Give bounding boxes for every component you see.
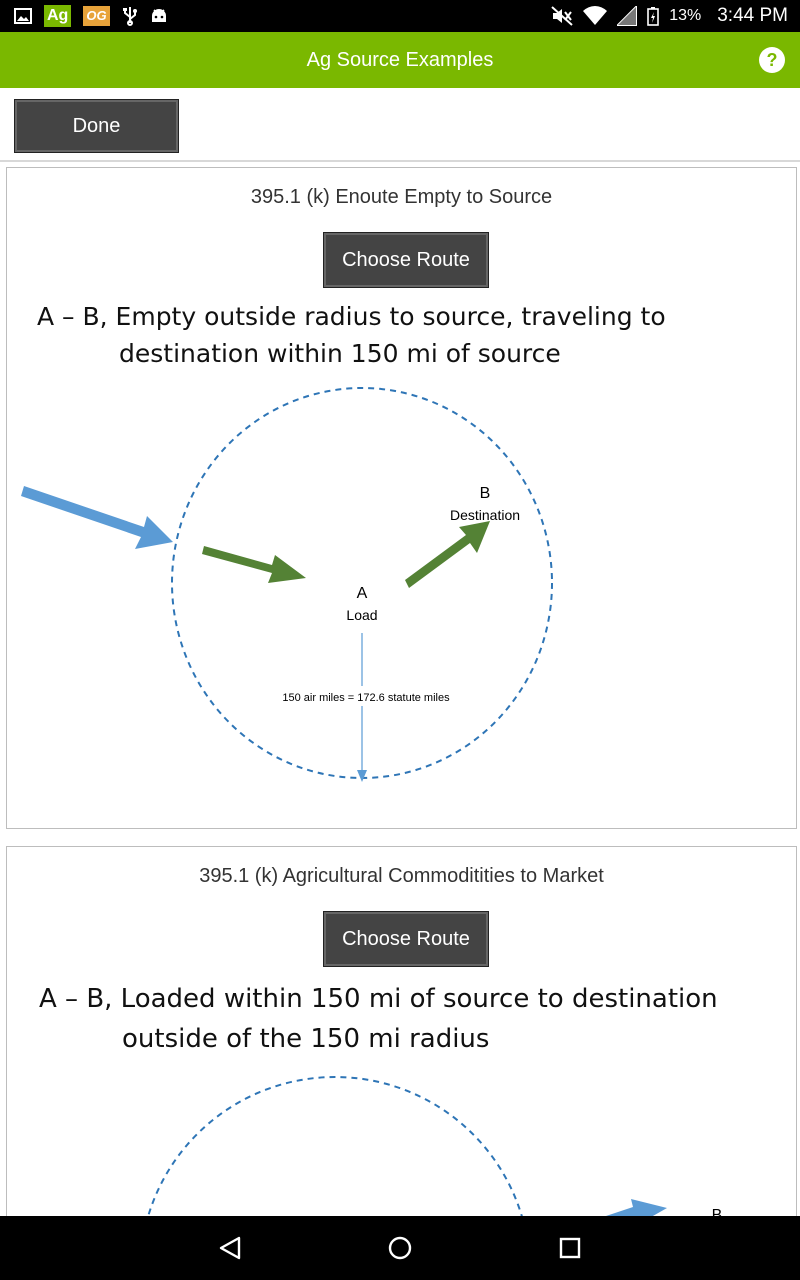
clock: 3:44 PM [717,5,788,26]
choose-route-button[interactable]: Choose Route [323,232,489,288]
back-icon[interactable] [212,1230,248,1266]
battery-percent: 13% [669,7,702,24]
done-button[interactable]: Done [14,99,179,153]
mute-icon [551,6,573,26]
route-diagram [7,378,797,788]
point-a-letter: A [356,585,368,602]
status-right [551,0,788,32]
example-card [6,846,797,1226]
wifi-icon [583,6,607,26]
example-card [6,167,797,829]
ag-app-badge: Ag [44,5,71,27]
point-b-letter: B [479,485,491,502]
page-title: Ag Source Examples [306,49,494,71]
description-line-1: A – B, Empty outside radius to source, traveling to [37,302,666,331]
toolbar [0,88,800,162]
radius-circle [140,1077,530,1226]
radius-label: 150 air miles = 172.6 statute miles [282,692,450,704]
image-icon [14,8,32,24]
green-arrow-to-load [202,546,306,583]
app-bar [0,32,800,88]
point-b-label: Destination [449,507,521,523]
point-a-label: Load [346,607,378,623]
usb-icon [122,6,138,26]
blue-arrow [21,486,173,549]
card-title: 395.1 (k) Enoute Empty to Source [250,186,553,208]
description-line-2: outside of the 150 mi radius [122,1024,490,1054]
radius-arrowhead [357,770,367,782]
choose-route-button[interactable]: Choose Route [323,911,489,967]
description-line-2: destination within 150 mi of source [119,339,561,368]
svg-text:?: ? [766,50,778,70]
navigation-bar [0,1216,800,1280]
status-bar [0,0,800,32]
android-icon [150,7,168,25]
home-icon[interactable] [382,1230,418,1266]
battery-icon [647,6,659,26]
description-line-1: A – B, Loaded within 150 mi of source to destination [39,984,718,1014]
og-app-badge: OG [83,6,109,26]
green-arrow-to-destination [405,521,490,588]
card-title: 395.1 (k) Agricultural Commoditities to Market [199,865,604,887]
signal-icon [617,6,637,26]
status-left [14,5,168,27]
recent-apps-icon[interactable] [552,1230,588,1266]
route-diagram [7,1067,797,1226]
help-icon[interactable] [758,46,786,74]
